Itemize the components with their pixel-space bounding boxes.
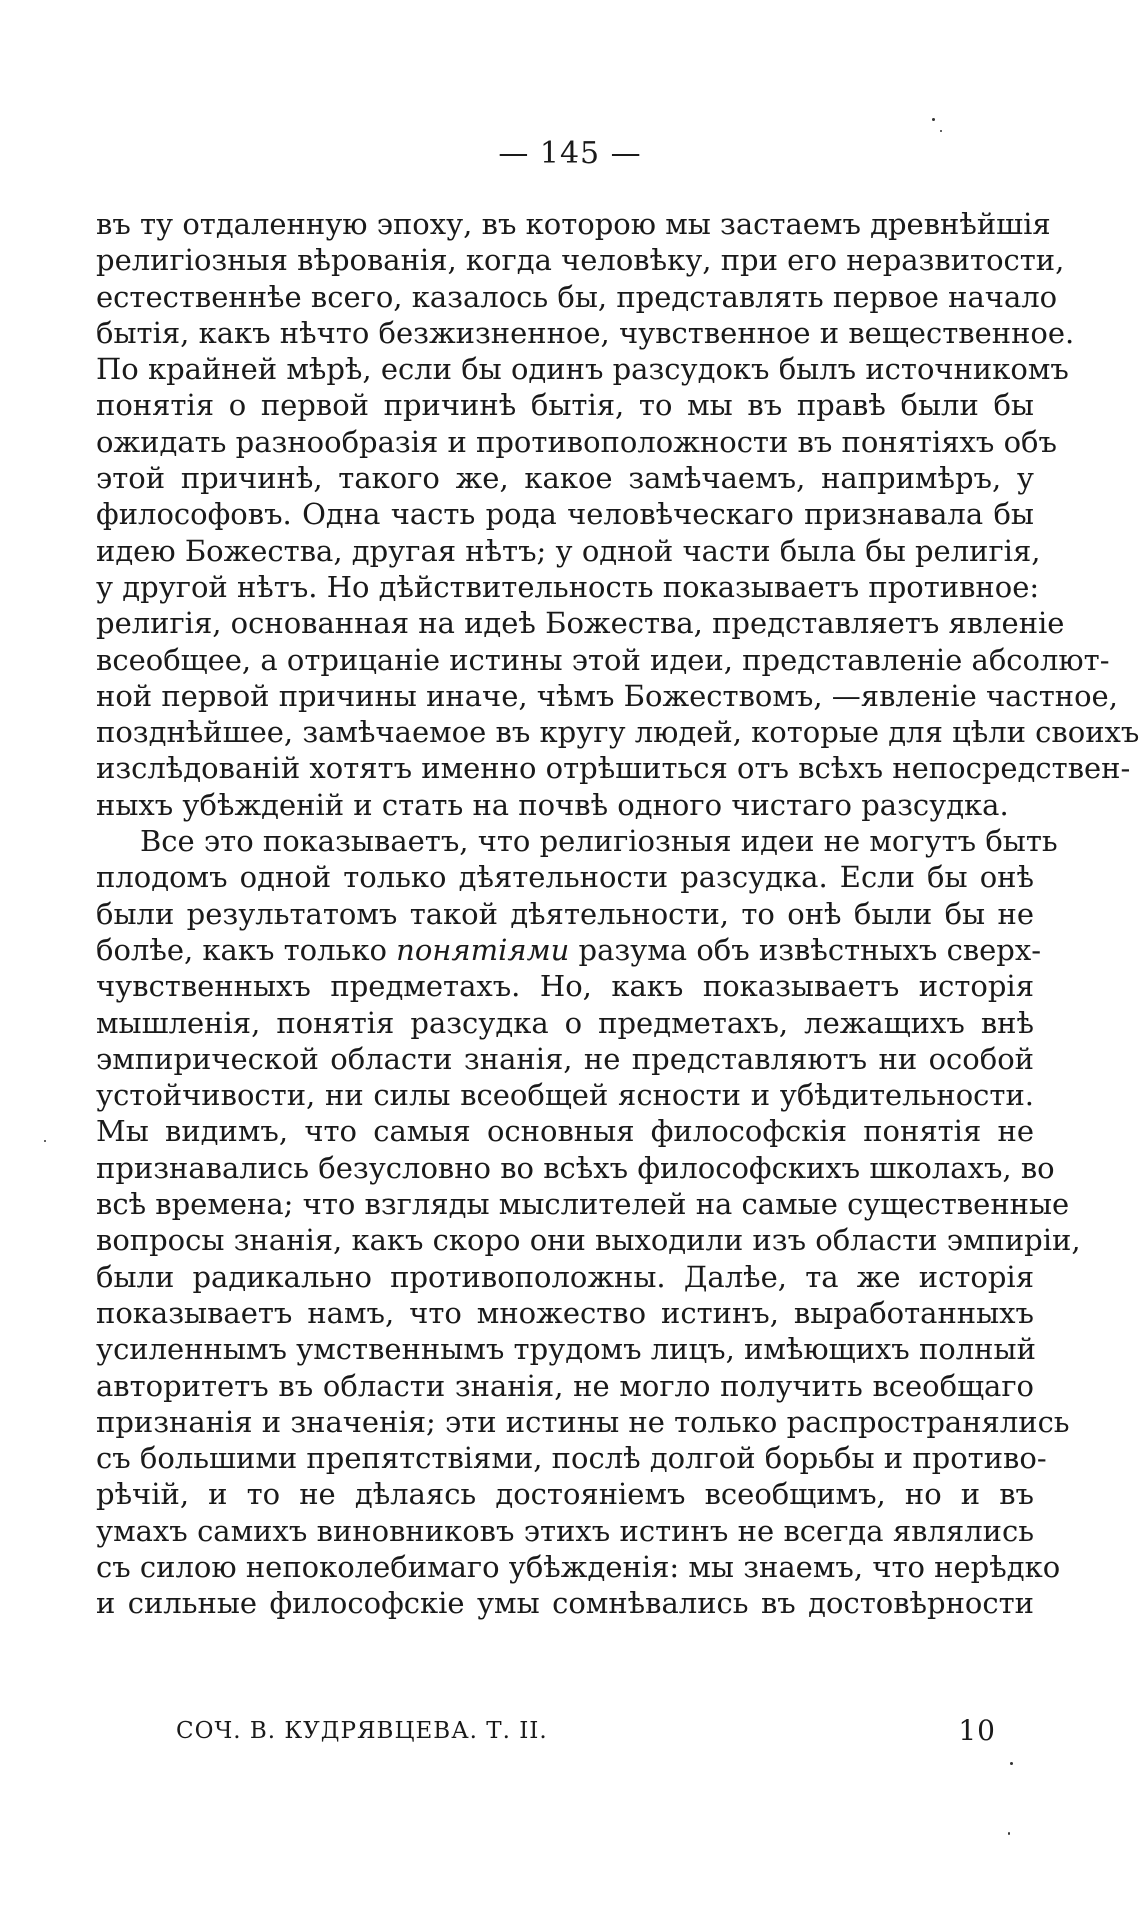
sheet-number: 10 [958, 1714, 996, 1747]
text-line: въ ту отдаленную эпоху, въ которою мы застаемъ древнѣйшія [96, 207, 1051, 241]
text-line: идею Божества, другая нѣтъ; у одной части была бы религія, [96, 533, 1041, 568]
text-line: По крайней мѣрѣ, если бы одинъ разсудокъ былъ источникомъ [96, 352, 1069, 387]
text-line: съ силою непоколебимаго убѣжденія: мы знаемъ, что нерѣдко [96, 1549, 1061, 1584]
page-number: — 145 — [498, 136, 642, 171]
text-line: религія, основанная на идеѣ Божества, представляетъ явленіе [96, 606, 1065, 641]
paragraph-first-line: Все это показываетъ, что религіозныя идеи не могутъ быть [140, 824, 1058, 859]
text-line: у другой нѣтъ. Но дѣйствительность показываетъ противное: [96, 569, 1040, 604]
text-line: рѣчій, и то не дѣлаясь достояніемъ всеобщимъ, но и въ [96, 1477, 1034, 1512]
text-line: этой причинѣ, такого же, какое замѣчаемъ, напримѣръ, у [96, 461, 1034, 496]
text-line: естественнѣе всего, казалось бы, представлять первое начало [96, 279, 1058, 314]
body-text [96, 206, 1140, 1622]
text-line: были радикально противоположны. Далѣе, та же исторія [96, 1259, 1034, 1294]
text-line: вопросы знанія, какъ скоро они выходили изъ области эмпиріи, [96, 1223, 1081, 1258]
text-line: были результатомъ такой дѣятельности, то онѣ были бы не [96, 896, 1034, 931]
text-line: и сильные философскіе умы сомнѣвались въ достовѣрности [96, 1586, 1034, 1621]
text-line: усиленнымъ умственнымъ трудомъ лицъ, имѣющихъ полный [96, 1332, 1036, 1367]
text-line: философовъ. Одна часть рода человѣческаго признавала бы [96, 497, 1034, 532]
text-line: Мы видимъ, что самыя основныя философскія понятія не [96, 1114, 1034, 1149]
text-line: съ большими препятствіями, послѣ долгой борьбы и противо- [96, 1441, 1047, 1476]
print-speck [44, 1140, 46, 1142]
emphasized-word: понятіями [396, 932, 570, 967]
text-line: признавались безусловно во всѣхъ философскихъ школахъ, во [96, 1150, 1055, 1185]
print-speck [940, 130, 942, 132]
text-line: плодомъ одной только дѣятельности разсудка. Если бы онѣ [96, 860, 1034, 895]
text-line: ной первой причины иначе, чѣмъ Божествомъ, —явленіе частное, [96, 678, 1118, 713]
text-line: эмпирической области знанія, не представляютъ ни особой [96, 1041, 1034, 1076]
text-line: бытія, какъ нѣчто безжизненное, чувственное и вещественное. [96, 315, 1075, 350]
print-speck [932, 118, 935, 121]
text-line: ожидать разнообразія и противоположности въ понятіяхъ объ [96, 424, 1057, 459]
text-line: понятія о первой причинѣ бытія, то мы въ правѣ были бы [96, 388, 1034, 423]
text-line: умахъ самихъ виновниковъ этихъ истинъ не всегда являлись [96, 1513, 1034, 1548]
text-line: устойчивости, ни силы всеобщей ясности и убѣдительности. [96, 1078, 1034, 1113]
printer-signature: СОЧ. В. КУДРЯВЦЕВА. Т. II. [176, 1718, 548, 1744]
print-speck [1008, 1832, 1010, 1835]
text-line: изслѣдованій хотятъ именно отрѣшиться отъ всѣхъ непосредствен- [96, 751, 1131, 786]
text-line: всеобщее, а отрицаніе истины этой идеи, представленіе абсолют- [96, 642, 1110, 677]
text-line: позднѣйшее, замѣчаемое въ кругу людей, которые для цѣли своихъ [96, 715, 1140, 750]
text-segment: разума объ извѣстныхъ сверх- [578, 932, 1042, 967]
text-line: чувственныхъ предметахъ. Но, какъ показываетъ исторія [96, 969, 1034, 1004]
text-line: признанія и значенія; эти истины не только распространялись [96, 1404, 1070, 1439]
text-line-with-emphasis [96, 932, 1042, 968]
text-line: показываетъ намъ, что множество истинъ, выработанныхъ [96, 1295, 1034, 1330]
print-speck [1010, 1762, 1013, 1765]
text-line: всѣ времена; что взгляды мыслителей на самые существенные [96, 1187, 1070, 1222]
text-line: мышленія, понятія разсудка о предметахъ, лежащихъ внѣ [96, 1005, 1034, 1040]
text-segment: болѣе, какъ только [96, 932, 387, 967]
paragraph-end-line: ныхъ убѣжденій и стать на почвѣ одного чистаго разсудка. [96, 787, 1009, 822]
text-line: авторитетъ въ области знанія, не могло получить всеобщаго [96, 1368, 1034, 1403]
text-line: религіозныя вѣрованія, когда человѣку, при его неразвитости, [96, 243, 1065, 278]
